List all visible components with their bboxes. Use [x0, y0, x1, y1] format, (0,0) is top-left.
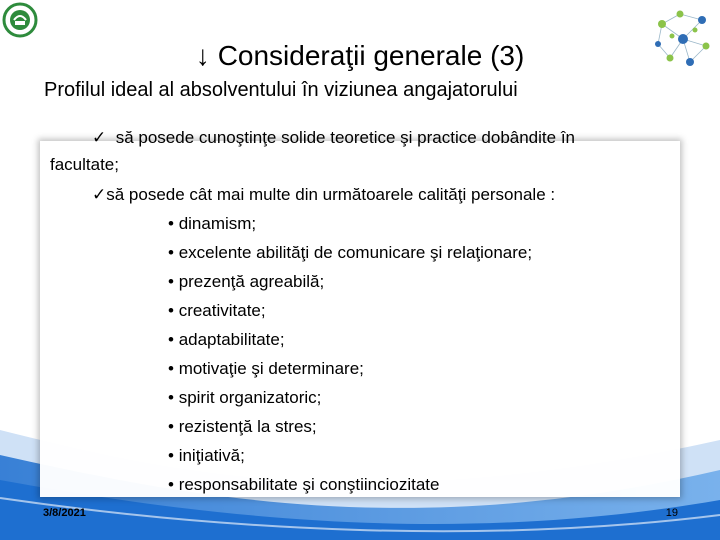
item-text: să posede cunoştinţe solide teoretice şi practice dobândite în [115, 128, 575, 147]
bullet-icon: • [168, 475, 174, 494]
quality-text: motivaţie şi determinare; [178, 359, 364, 378]
quality-text: adaptabilitate; [178, 330, 285, 349]
bullet-icon: • [168, 388, 174, 407]
slide-title-text: Consideraţii generale (3) [217, 40, 525, 71]
slide-title [0, 36, 720, 76]
bullet-icon: • [168, 417, 174, 436]
quality-item [168, 212, 256, 236]
list-item [92, 126, 575, 150]
list-item-continuation: facultate; [50, 155, 119, 174]
bullet-icon: • [168, 330, 174, 349]
quality-text: spirit organizatoric; [178, 388, 322, 407]
quality-text: responsabilitate şi conştiinciozitate [178, 475, 440, 494]
arrow-down-icon: ↓ [195, 40, 210, 71]
list-item [92, 183, 555, 207]
checkmark-icon: ✓ [92, 128, 107, 147]
quality-text: iniţiativă; [178, 446, 245, 465]
quality-item [168, 386, 321, 410]
bullet-icon: • [168, 446, 174, 465]
bullet-icon: • [168, 243, 174, 262]
checkmark-icon: ✓ [92, 185, 107, 204]
footer-date: 3/8/2021 [43, 507, 86, 519]
page-number: 19 [665, 507, 678, 519]
item-text: să posede cât mai multe din următoarele calităţi personale : [106, 185, 556, 204]
quality-text: rezistenţă la stres; [178, 417, 317, 436]
quality-item [168, 241, 532, 265]
quality-item [168, 328, 285, 352]
bullet-icon: • [168, 359, 174, 378]
quality-item [168, 270, 324, 294]
bullet-icon: • [168, 272, 174, 291]
university-logo [2, 2, 38, 38]
quality-item [168, 299, 266, 323]
quality-text: dinamism; [178, 214, 257, 233]
quality-text: creativitate; [178, 301, 266, 320]
quality-text: prezenţă agreabilă; [178, 272, 325, 291]
bullet-icon: • [168, 214, 174, 233]
quality-text: excelente abilităţi de comunicare şi relaţionare; [178, 243, 533, 262]
quality-item [168, 473, 440, 497]
bullet-icon: • [168, 301, 174, 320]
quality-item [168, 357, 364, 381]
quality-item [168, 444, 245, 468]
quality-item [168, 415, 317, 439]
slide-subtitle: Profilul ideal al absolventului în viziunea angajatorului [44, 79, 518, 101]
